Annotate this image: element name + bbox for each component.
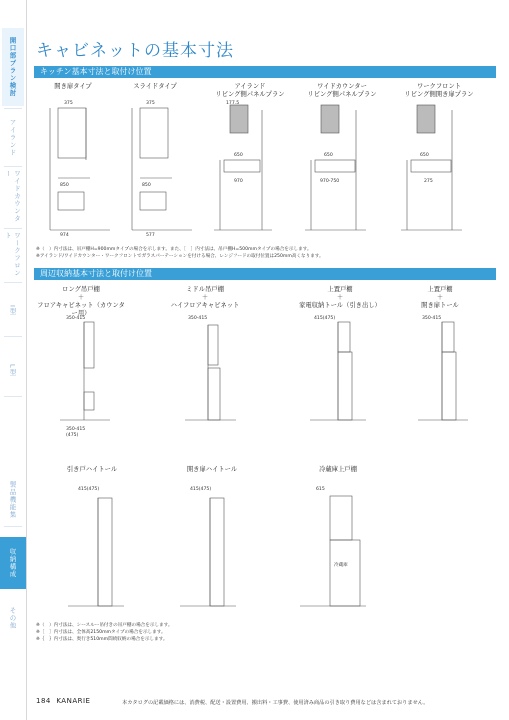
storage-title-tall: 上置戸棚 ＋ 開き扉トール xyxy=(421,286,459,309)
dim-label: 177.5 xyxy=(226,101,240,106)
tab-work-front[interactable]: ワークフロント xyxy=(4,232,21,277)
dim-label: 350-415 xyxy=(422,316,442,321)
kitchen-notes: ※（ ）内寸法は、吊戸棚H=900mmタイプの場合を示します。また、［ ］内寸法は、吊戸棚H=500mmタイプの場合を示します。 ※アイランド/ワイドカウンター・ワークフロントでガラスパーテーションを付ける場合、レンジフードの取付位置は250mm高くなります。 xyxy=(36,247,324,259)
dim-label: 350-415 xyxy=(66,316,86,321)
page-title: キャビネットの基本寸法 xyxy=(36,41,234,61)
footer-text: 本カタログの記載価格には、消費税、配送・設置費用、搬出料・工事費、使用済み商品の引き取り費用などは含まれておりません。 xyxy=(122,700,429,706)
page-number: 184 KANARIE xyxy=(36,697,91,705)
dim-label: 350-415 xyxy=(66,427,86,432)
dim-label: 970 xyxy=(234,179,243,184)
dim-label: 375 xyxy=(64,101,73,106)
dim-label: 375 xyxy=(146,101,155,106)
storage-title-long: ロング吊戸棚 ＋ フロアキャビネット（カウンター用） xyxy=(37,286,125,317)
tab-l-type[interactable]: L型 xyxy=(8,363,17,377)
col-title-hinged: 開き扉タイプ xyxy=(54,83,92,90)
dim-label: 577 xyxy=(146,233,155,238)
dim-label: 650 xyxy=(234,153,243,158)
col-title-slide: スライドタイプ xyxy=(133,83,177,90)
dim-label: 850 xyxy=(60,183,69,188)
dim-label: 415(475) xyxy=(78,487,100,492)
section-bar-storage: 周辺収納基本寸法と取付け位置 xyxy=(34,268,496,280)
tab-other[interactable]: その他 xyxy=(8,606,17,630)
dim-label: 415(475) xyxy=(314,316,336,321)
storage-notes: ※（ ）内寸法は、シースルー吊付きの吊戸棚の場合を示します。 ※［ ］内寸法は、全体高2150mmタイプの場合を示します。 ※｛ ｝内寸法は、奥行き510mm間続収納の場合を示します。 xyxy=(36,623,173,642)
tab-island[interactable]: アイランド xyxy=(8,119,17,157)
fridge-label: 冷蔵庫 xyxy=(334,563,348,568)
tab-i-type[interactable]: I型 xyxy=(8,304,17,316)
storage-title-appliance: 上置戸棚 ＋ 家電収納トール（引き出し） xyxy=(299,286,381,309)
section-bar-kitchen: キッチン基本寸法と取付け位置 xyxy=(34,66,496,78)
dim-label: 650 xyxy=(420,153,429,158)
tab-wide-counter[interactable]: ワイドカウンター xyxy=(4,170,21,223)
dim-label: 650 xyxy=(324,153,333,158)
storage-title-hinged: 開き扉ハイトール xyxy=(186,466,238,473)
dim-label: 415(475) xyxy=(190,487,212,492)
dim-label: 275 xyxy=(424,179,433,184)
dim-label: 970-750 xyxy=(320,179,340,184)
tab-plan[interactable]: 開口部プラン検討 xyxy=(2,28,24,106)
storage-title-middle: ミドル吊戸棚 ＋ ハイフロアキャビネット xyxy=(170,286,240,309)
dim-label: (475) xyxy=(66,433,79,438)
dim-label: 615 xyxy=(316,487,325,492)
tab-functions[interactable]: 製品機能集 xyxy=(8,481,17,519)
tab-storage[interactable]: 収納構成 xyxy=(0,537,26,589)
dim-label: 350-415 xyxy=(188,316,208,321)
storage-title-sliding: 引き戸ハイトール xyxy=(66,466,118,473)
dim-label: 974 xyxy=(60,233,69,238)
col-title-wide: ワイドカウンター リビング側パネルプラン xyxy=(307,83,377,98)
storage-title-fridge: 冷蔵庫上戸棚 xyxy=(319,466,357,473)
dim-label: 850 xyxy=(142,183,151,188)
col-title-workfront: ワークフロント リビング側開き扉プラン xyxy=(404,83,474,98)
col-title-island: アイランド リビング側パネルプラン xyxy=(215,83,285,98)
